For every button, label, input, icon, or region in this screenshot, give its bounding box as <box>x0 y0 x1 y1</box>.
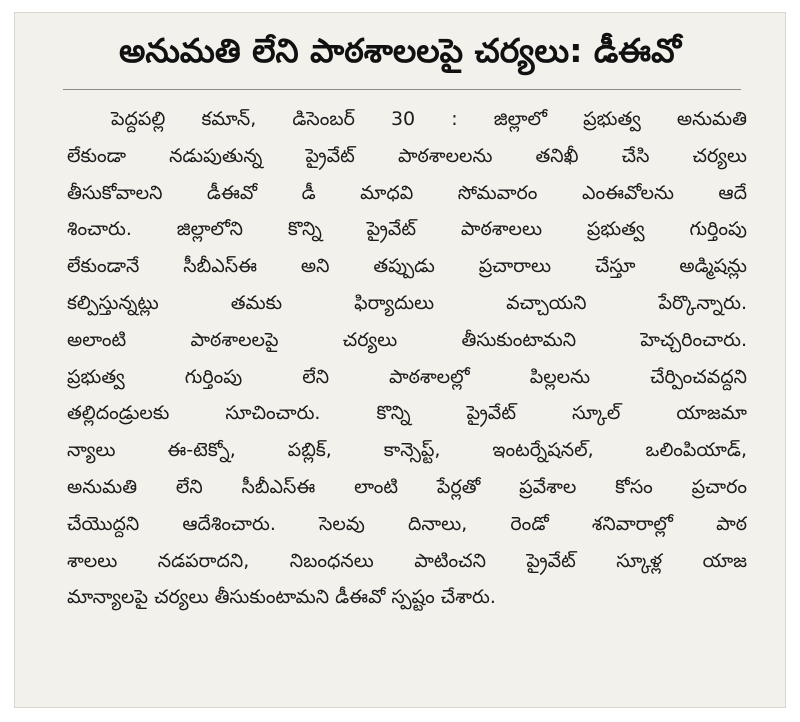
article-line: లేకుండా నడుపుతున్న ప్రైవేట్ పాఠశాలలను తనిఖీ చేసి చర్యలు <box>67 144 747 167</box>
article-line: తీసుకోవాలని డీఈవో డీ మాధవి సోమవారం ఎంఈవోలను ఆదే <box>67 181 747 204</box>
article-line: శాలలు నడపరాదని, నిబంధనలు పాటించని ప్రైవేట్ స్కూళ్ల యాజ <box>67 549 747 572</box>
article-line: న్యాలు ఈ-టెక్నో, పబ్లిక్, కాన్సెప్ట్, ఇంటర్నేషనల్, ఒలింపియాడ్, <box>67 439 747 462</box>
article-line: అనుమతి లేని సీబీఎస్ఈ లాంటి పేర్లతో ప్రవేశాల కోసం ప్రచారం <box>67 475 747 498</box>
article-line: అలాంటి పాఠశాలలపై చర్యలు తీసుకుంటామని హెచ్చరించారు. <box>67 328 747 351</box>
article-line: తల్లిదండ్రులకు సూచించారు. కొన్ని ప్రైవేట్ స్కూల్ యాజమా <box>67 402 747 425</box>
article-line: చేయొద్దని ఆదేశించారు. సెలవు దినాలు, రెండో శనివారాల్లో పాఠ <box>67 512 747 535</box>
article-body <box>67 101 747 616</box>
article-line: శించారు. జిల్లాలోని కొన్ని ప్రైవేట్ పాఠశాలలు ప్రభుత్వ గుర్తింపు <box>67 218 747 241</box>
article-line: ప్రభుత్వ గుర్తింపు లేని పాఠశాలల్లో పిల్లలను చేర్పించవద్దని <box>67 365 747 388</box>
article-line: పెద్దపల్లి కమాన్, డిసెంబర్ 30 : జిల్లాలో ప్రభుత్వ అనుమతి <box>111 108 747 130</box>
article-line: లేకుండానే సీబీఎస్ఈ అని తప్పుడు ప్రచారాలు చేస్తూ అడ్మిషన్లు <box>67 255 747 278</box>
article-line: మాన్యాలపై చర్యలు తీసుకుంటామని డీఈవో స్పష్టం చేశారు. <box>67 586 496 609</box>
article-line: కల్పిస్తున్నట్లు తమకు ఫిర్యాదులు వచ్చాయని పేర్కొన్నారు. <box>67 291 747 314</box>
newspaper-clipping <box>14 12 786 708</box>
headline-divider <box>63 89 741 90</box>
headline: అనుమతి లేని పాఠశాలలపై చర్యలు: డీఈవో <box>118 31 682 70</box>
